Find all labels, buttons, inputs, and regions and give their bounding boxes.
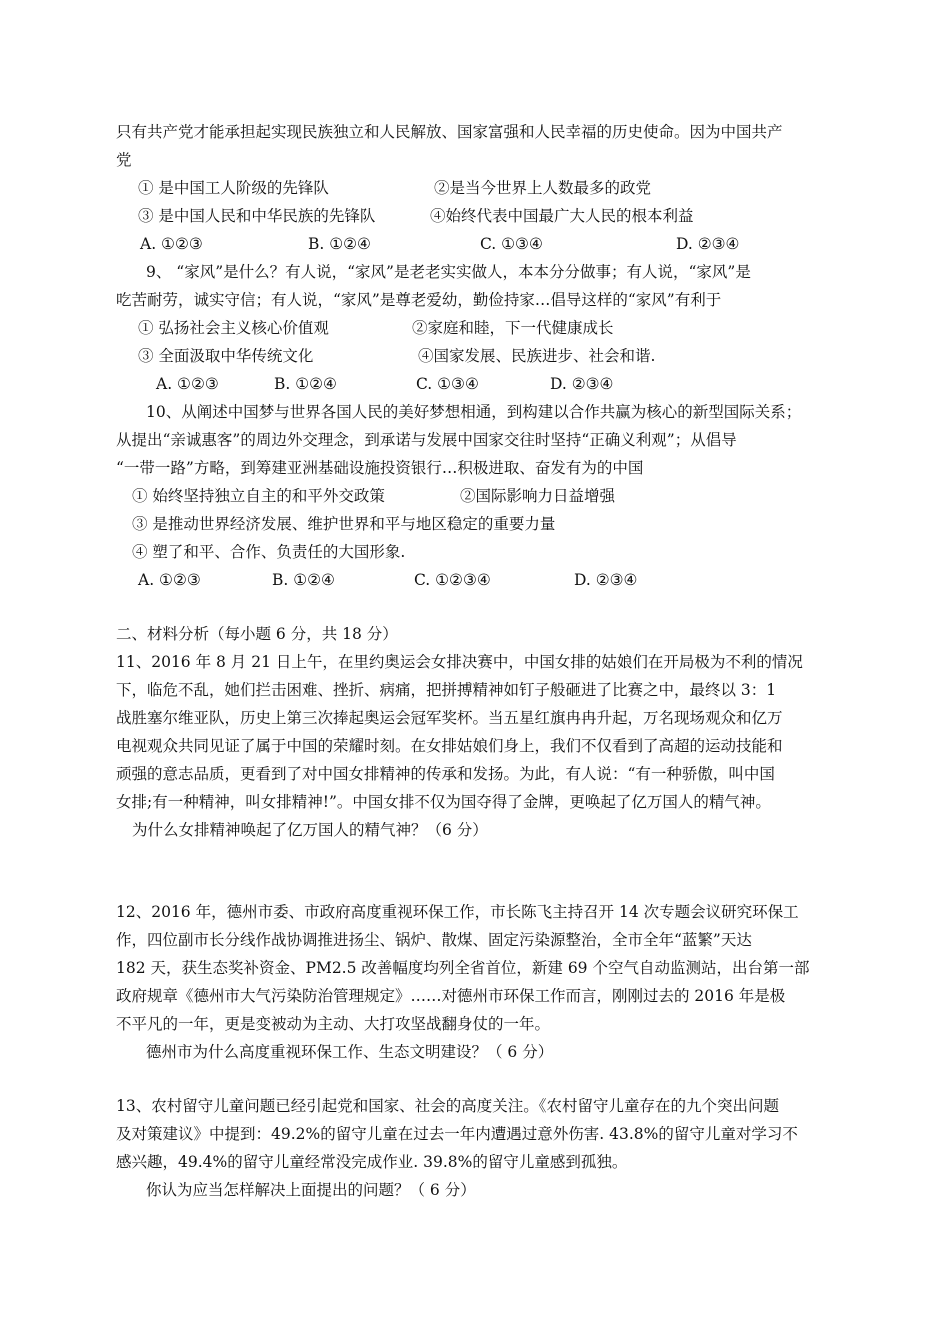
q10-item-1: ① 始终坚持独立自主的和平外交政策	[132, 487, 385, 505]
q8-item-2: ②是当今世界上人数最多的政党	[434, 179, 652, 197]
q13-line-3: 感兴趣，49.4%的留守儿童经常没完成作业. 39.8%的留守儿童感到孤独。	[116, 1153, 628, 1171]
q10-option-d: D. ②③④	[574, 571, 638, 589]
q11-line-6: 女排;有一种精神，叫女排精神!”。中国女排不仅为国夺得了金牌，更唤起了亿万国人的精气神。	[116, 793, 771, 811]
q9-item-3: ③ 全面汲取中华传统文化	[138, 347, 314, 365]
q11-line-3: 战胜塞尔维亚队，历史上第三次捧起奥运会冠军奖杯。当五星红旗冉冉升起，万名现场观众和亿万	[116, 709, 783, 727]
q9-stem-line-2: 吃苦耐劳，诚实守信；有人说，“家风”是尊老爱幼，勤俭持家…倡导这样的“家风”有利于	[116, 291, 722, 309]
q10-stem-line-2: 从提出“亲诚惠客”的周边外交理念，到承诺与发展中国家交往时坚持“正确义利观”；从倡导	[116, 431, 737, 449]
q9-stem-line-1: 9、 “家风”是什么？有人说，“家风”是老老实实做人，本本分分做事；有人说，“家风”是	[146, 263, 751, 281]
q10-item-3: ③ 是推动世界经济发展、维护世界和平与地区稳定的重要力量	[132, 515, 556, 533]
q10-item-2: ②国际影响力日益增强	[460, 487, 616, 505]
q10-stem-line-1: 10、从阐述中国梦与世界各国人民的美好梦想相通，到构建以合作共赢为核心的新型国际关系；	[146, 403, 802, 421]
q12-question: 德州市为什么高度重视环保工作、生态文明建设？（ 6 分）	[146, 1043, 554, 1061]
q11-line-2: 下，临危不乱，她们拦击困难、挫折、病痛，把拼搏精神如钉子般砸进了比赛之中，最终以 3：1	[116, 681, 777, 699]
q9-option-d: D. ②③④	[550, 375, 614, 393]
q9-option-a: A. ①②③	[156, 375, 219, 393]
q8-option-c: C. ①③④	[480, 235, 543, 253]
q11-question: 为什么女排精神唤起了亿万国人的精气神？（6 分）	[132, 821, 488, 839]
q12-line-5: 不平凡的一年，更是变被动为主动、大打攻坚战翻身仗的一年。	[116, 1015, 551, 1033]
q10-option-b: B. ①②④	[272, 571, 335, 589]
q12-line-4: 政府规章《德州市大气污染防治管理规定》……对德州市环保工作而言，刚刚过去的 2016 年是极	[116, 987, 786, 1005]
q11-line-4: 电视观众共同见证了属于中国的荣耀时刻。在女排姑娘们身上，我们不仅看到了高超的运动技能和	[116, 737, 783, 755]
q13-line-2: 及对策建议》中提到：49.2%的留守儿童在过去一年内遭遇过意外伤害. 43.8%的留守儿童对学习不	[116, 1125, 798, 1143]
q8-stem-line-2: 党	[116, 151, 132, 169]
section-heading: 二、材料分析（每小题 6 分，共 18 分）	[116, 625, 398, 643]
q10-option-a: A. ①②③	[138, 571, 201, 589]
q12-line-1: 12、2016 年，德州市委、市政府高度重视环保工作，市长陈飞主持召开 14 次专题会议研究环保工	[116, 903, 799, 921]
q10-item-4: ④ 塑了和平、合作、负责任的大国形象.	[132, 543, 406, 561]
q9-option-b: B. ①②④	[274, 375, 337, 393]
q13-line-1: 13、农村留守儿童问题已经引起党和国家、社会的高度关注。《农村留守儿童存在的九个突出问题	[116, 1097, 779, 1115]
q12-line-3: 182 天，获生态奖补资金、PM2.5 改善幅度均列全省首位，新建 69 个空气自动监测站，出台第一部	[116, 959, 810, 977]
q8-option-d: D. ②③④	[676, 235, 740, 253]
q11-line-1: 11、2016 年 8 月 21 日上午，在里约奥运会女排决赛中，中国女排的姑娘们在开局极为不利的情况	[116, 653, 803, 671]
q8-item-4: ④始终代表中国最广大人民的根本利益	[430, 207, 694, 225]
q13-question: 你认为应当怎样解决上面提出的问题？（ 6 分）	[146, 1181, 476, 1199]
q8-item-1: ① 是中国工人阶级的先锋队	[138, 179, 329, 197]
q8-stem-line-1: 只有共产党才能承担起实现民族独立和人民解放、国家富强和人民幸福的历史使命。因为中国共产	[116, 123, 783, 141]
q8-option-a: A. ①②③	[140, 235, 203, 253]
q9-item-2: ②家庭和睦，下一代健康成长	[412, 319, 614, 337]
q12-line-2: 作，四位副市长分线作战协调推进扬尘、锅炉、散煤、固定污染源整治，全市全年“蓝繁”天达	[116, 931, 752, 949]
q9-item-4: ④国家发展、民族进步、社会和谐.	[418, 347, 656, 365]
q8-option-b: B. ①②④	[308, 235, 371, 253]
q11-line-5: 顽强的意志品质，更看到了对中国女排精神的传承和发扬。为此，有人说：“有一种骄傲，叫中国	[116, 765, 775, 783]
q10-stem-line-3: “一带一路”方略，到筹建亚洲基础设施投资银行…积极进取、奋发有为的中国	[116, 459, 644, 477]
q10-option-c: C. ①②③④	[414, 571, 491, 589]
q9-option-c: C. ①③④	[416, 375, 479, 393]
q8-item-3: ③ 是中国人民和中华民族的先锋队	[138, 207, 376, 225]
q9-item-1: ① 弘扬社会主义核心价值观	[138, 319, 329, 337]
